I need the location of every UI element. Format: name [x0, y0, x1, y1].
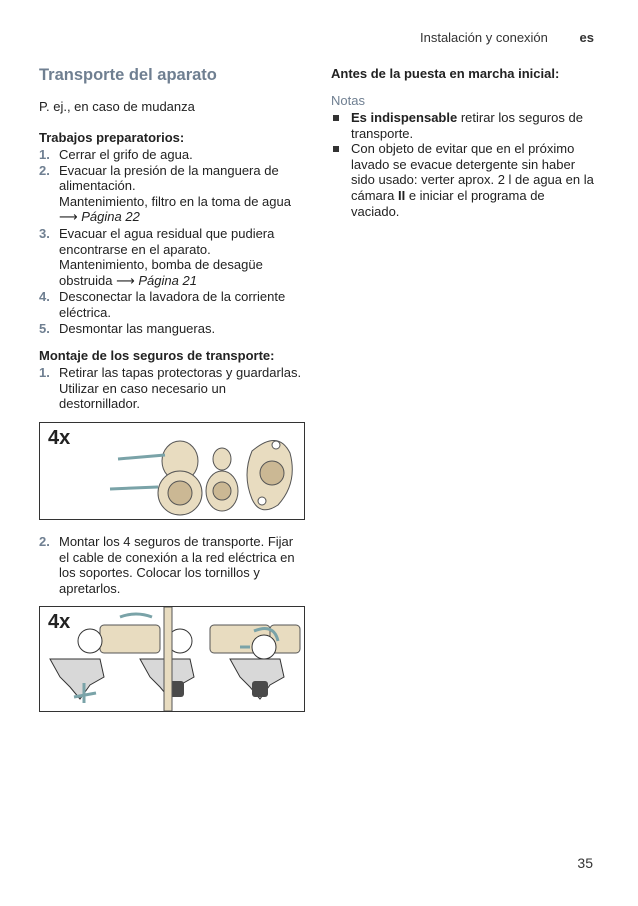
language-code: es — [579, 30, 594, 45]
item-number: 2. — [39, 533, 50, 549]
note-bold: II — [397, 187, 406, 203]
item-text: Desmontar las mangueras. — [59, 320, 216, 336]
arrow-icon: ⟶ — [59, 210, 78, 226]
item-text: Cerrar el grifo de agua. — [59, 147, 193, 162]
item-extra: Mantenimiento, filtro en la toma de agua — [59, 193, 291, 209]
left-column — [39, 66, 305, 726]
note-item — [331, 110, 596, 141]
list-item — [39, 226, 305, 289]
item-extra: Utilizar en caso necesario un destornillador. — [59, 380, 226, 412]
note-text: e iniciar el programa de vaciado. — [351, 187, 545, 219]
figure-install-bolts — [39, 606, 305, 712]
item-number: 2. — [39, 162, 50, 178]
list-item — [39, 163, 305, 226]
item-text: Evacuar el agua residual que pudiera encontrarse en el aparato. — [59, 225, 275, 257]
item-number: 1. — [39, 147, 50, 162]
item-text: Montar los 4 seguros de transporte. Fijar el cable de conexión a la red eléctrica en los soportes. Colocar los tornillos y apretarlos. — [59, 533, 295, 596]
arrow-icon: ⟶ — [116, 273, 135, 289]
bullet-icon — [333, 115, 339, 121]
list-item — [39, 147, 305, 163]
notes-list — [331, 110, 596, 219]
item-extra: Mantenimiento, bomba de desagüe obstruida — [59, 257, 263, 288]
note-text: retirar los seguros de transporte. — [351, 110, 583, 141]
prep-heading: Trabajos preparatorios: — [39, 130, 185, 145]
section-title: Instalación y conexión — [419, 30, 548, 45]
list-item — [39, 365, 305, 412]
count-label: 4x — [48, 426, 71, 449]
count-label: 4x — [48, 611, 71, 634]
right-heading: Antes de la puesta en marcha inicial: — [331, 66, 560, 81]
item-number: 3. — [39, 225, 50, 241]
item-number: 5. — [39, 320, 50, 336]
right-column — [331, 66, 596, 219]
bolts-illustration — [40, 607, 304, 711]
mount-heading: Montaje de los seguros de transporte: — [39, 348, 275, 364]
page-title: Transporte del aparato — [39, 66, 217, 84]
prep-list — [39, 147, 305, 336]
subtitle: P. ej., en caso de mudanza — [39, 99, 195, 114]
list-item — [39, 534, 305, 596]
list-item — [39, 289, 305, 320]
mount-list-2 — [39, 534, 305, 596]
notes-title: Notas — [331, 93, 365, 108]
mount-list — [39, 365, 305, 412]
item-number: 4. — [39, 289, 50, 305]
note-item — [331, 141, 596, 219]
list-item — [39, 321, 305, 337]
caps-illustration — [40, 423, 304, 519]
prep-section — [39, 130, 305, 336]
item-text: Desconectar la lavadora de la corriente eléctrica. — [59, 289, 286, 320]
page-link[interactable]: Página 22 — [81, 209, 140, 225]
figure-remove-caps — [39, 422, 305, 520]
page-link[interactable]: Página 21 — [138, 272, 197, 288]
note-text: Con objeto de evitar que en el próximo lavado se evacue detergente sin haber sido usado: verter aprox. 2 l de agua en la cámara — [351, 141, 594, 203]
mount-section — [39, 348, 305, 712]
note-bold: Es indispensable — [351, 110, 458, 125]
page-number: 35 — [577, 855, 593, 871]
item-text: Evacuar la presión de la manguera de alimentación. — [59, 162, 279, 194]
bullet-icon — [333, 146, 339, 152]
item-number: 1. — [39, 365, 50, 381]
item-text: Retirar las tapas protectoras y guardarlas. — [59, 365, 302, 381]
page-header — [420, 30, 594, 45]
